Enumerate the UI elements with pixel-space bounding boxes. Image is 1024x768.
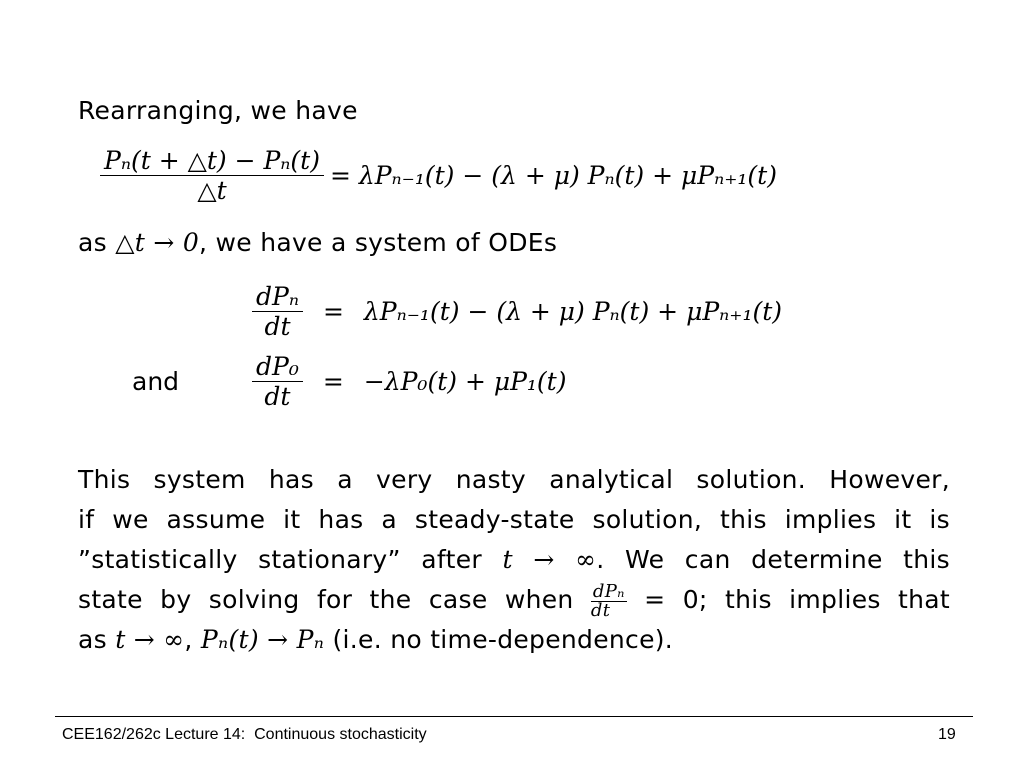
footer-divider — [55, 716, 973, 717]
ode-intro-b: , we have a system of ODEs — [199, 228, 558, 257]
footer-page-number: 19 — [938, 726, 956, 743]
ode-intro-text — [78, 228, 557, 257]
text-run: (i.e. no time-dependence). — [324, 625, 674, 654]
text-run: state by solving for the case when — [78, 585, 591, 614]
difference-quotient-fraction — [100, 146, 324, 205]
text-run: ”statistically stationary” after — [78, 545, 503, 574]
ode-intro-a: as — [78, 228, 116, 257]
equation-difference-quotient — [100, 146, 777, 205]
derivative-numerator: dPₙ — [252, 282, 303, 312]
fraction-denominator: △t — [197, 176, 227, 205]
text-run: , — [184, 625, 201, 654]
paragraph-line: This system has a very nasty analytical solution. However, — [78, 465, 950, 494]
derivative-denominator: dt — [264, 312, 291, 341]
math-run: t → ∞ — [115, 625, 185, 654]
text-run: as — [78, 625, 116, 654]
intro-text-label: Rearranging, we have — [78, 96, 358, 125]
fraction-numerator: Pₙ(t + △t) − Pₙ(t) — [100, 146, 324, 176]
ode-general-derivative — [252, 282, 303, 341]
ode-intro-math: △t → 0 — [115, 228, 200, 257]
text-run: = 0; this implies that — [626, 585, 951, 614]
ode-general-rhs: λPₙ₋₁(t) − (λ + μ) Pₙ(t) + μPₙ₊₁(t) — [363, 297, 783, 326]
explanation-paragraph — [78, 460, 950, 660]
text-run: . We can determine this — [596, 545, 950, 574]
inline-fraction-numerator: dPₙ — [592, 580, 625, 602]
paragraph-line — [78, 620, 950, 660]
footer-course-title: CEE162/262c Lecture 14: Continuous stochasticity — [62, 726, 427, 743]
ode-general — [252, 282, 782, 341]
math-run: Pₙ(t) → Pₙ — [200, 625, 325, 654]
math-run: t → ∞ — [502, 545, 597, 574]
and-label: and — [132, 367, 180, 396]
paragraph-line: if we assume it has a steady-state solution, this implies it is — [78, 505, 950, 534]
paragraph-line — [78, 540, 950, 580]
ode-boundary — [132, 352, 567, 411]
inline-fraction-denominator: dt — [590, 599, 611, 621]
inline-derivative-fraction — [590, 580, 627, 621]
ode-boundary-rhs: −λP₀(t) + μP₁(t) — [363, 367, 567, 396]
equals-sign: = — [322, 297, 344, 326]
paragraph-line — [78, 580, 950, 620]
derivative-numerator: dP₀ — [252, 352, 303, 382]
intro-text — [78, 96, 358, 125]
derivative-denominator: dt — [264, 382, 291, 411]
ode-boundary-derivative — [252, 352, 303, 411]
equation-rhs: = λPₙ₋₁(t) − (λ + μ) Pₙ(t) + μPₙ₊₁(t) — [329, 161, 777, 190]
equals-sign: = — [322, 367, 344, 396]
